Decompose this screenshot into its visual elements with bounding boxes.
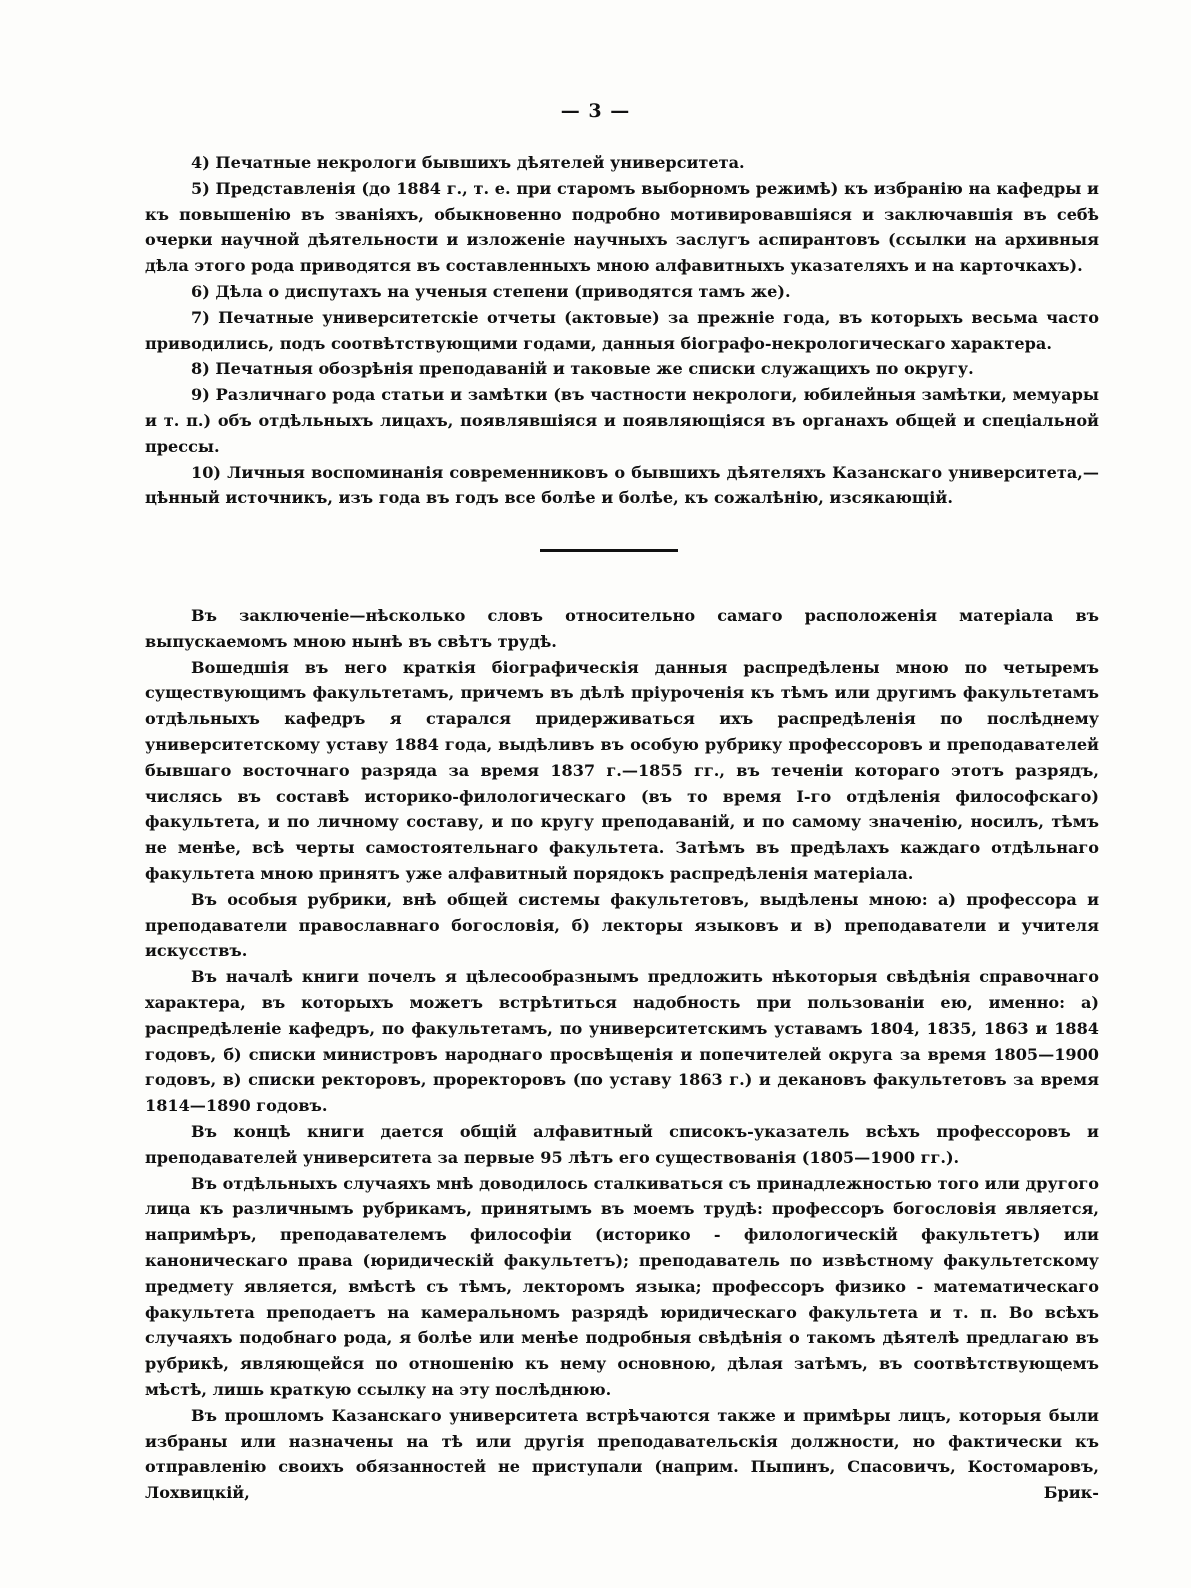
- conclusion-section: [145, 603, 1099, 1506]
- list-item: 7) Печатные университетскіе отчеты (актовые) за прежніе года, въ которыхъ весьма часто приводились, подъ соотвѣтствующими годами, данныя біографо-некрологическаго характера.: [145, 307, 1099, 353]
- list-item: 4) Печатные некрологи бывшихъ дѣятелей университета.: [191, 153, 745, 172]
- page-number: — 3 —: [560, 100, 631, 122]
- paragraph: Въ прошломъ Казанскаго университета встрѣчаются также и примѣры лицъ, которыя были избраны или назначены на тѣ или другія преподавательскія должности, но фактически къ отправленію своихъ обязанностей не приступали (наприм. Пыпинъ, Спасовичъ, Костомаровъ, Лохвицкій, Брик-: [145, 1405, 1099, 1503]
- sources-list: [145, 150, 1099, 511]
- paragraph: Въ заключеніе—нѣсколько словъ относительно самаго расположенія матеріала въ выпускаемомъ мною нынѣ въ свѣтъ трудѣ.: [145, 606, 1099, 651]
- paragraph: Въ отдѣльныхъ случаяхъ мнѣ доводилось сталкиваться съ принадлежностью того или другого лица къ различнымъ рубрикамъ, принятымъ въ моемъ трудѣ: профессоръ богословія является, напримѣръ, преподавателемъ философіи (историко - филологическій факультетъ) или каноническаго права (юридическій факультетъ); преподаватель по извѣстному факультетскому предмету является, вмѣстѣ съ тѣмъ, лекторомъ языка; профессоръ физико - математическаго факультета преподаетъ на камеральномъ разрядѣ юридическаго факультета и т. п. Во всѣхъ случаяхъ подобнаго рода, я болѣе или менѣе подробныя свѣдѣнія о такомъ дѣятелѣ предлагаю въ рубрикѣ, являющейся по отношенію къ нему основною, дѣлая затѣмъ, въ соотвѣтствующемъ мѣстѣ, лишь краткую ссылку на эту послѣднюю.: [145, 1173, 1099, 1399]
- list-item: 10) Личныя воспоминанія современниковъ о бывшихъ дѣятеляхъ Казанскаго университета,—цѣнный источникъ, изъ года въ годъ все болѣе и болѣе, къ сожалѣнію, изсякающій.: [145, 462, 1099, 508]
- section-divider: [540, 549, 678, 552]
- list-item: 5) Представленія (до 1884 г., т. е. при старомъ выборномъ режимѣ) къ избранію на кафедры и къ повышенію въ званіяхъ, обыкновенно подробно мотивировавшіяся и заключавшія въ себѣ очерки научной дѣятельности и изложеніе научныхъ заслугъ аспирантовъ (ссылки на архивныя дѣла этого рода приводятся въ составленныхъ мною алфавитныхъ указателяхъ и на карточкахъ).: [145, 178, 1099, 276]
- list-item: 8) Печатныя обозрѣнія преподаваній и таковые же списки служащихъ по округу.: [191, 359, 974, 379]
- paragraph: Въ началѣ книги почелъ я цѣлесообразнымъ предложить нѣкоторыя свѣдѣнія справочнаго характера, въ которыхъ можетъ встрѣтиться надобность при пользованіи ею, именно: а) распредѣленіе кафедръ, по факультетамъ, по университетскимъ уставамъ 1804, 1835, 1863 и 1884 годовъ, б) списки министровъ народнаго просвѣщенія и попечителей округа за время 1805—1900 годовъ, в) списки ректоровъ, проректоровъ (по уставу 1863 г.) и декановъ факультетовъ за время 1814—1890 годовъ.: [145, 967, 1099, 1116]
- paragraph: Въ особыя рубрики, внѣ общей системы факультетовъ, выдѣлены мною: а) профессора и преподаватели православнаго богословія, б) лекторы языковъ и в) преподаватели и учителя искусствъ.: [145, 889, 1099, 961]
- list-item: 9) Различнаго рода статьи и замѣтки (въ частности некрологи, юбилейныя замѣтки, мемуары и т. п.) объ отдѣльныхъ лицахъ, появлявшіяся и появляющіяся въ органахъ общей и спеціальной прессы.: [145, 385, 1099, 456]
- paragraph: Въ концѣ книги дается общій алфавитный списокъ-указатель всѣхъ профессоровъ и преподавателей университета за первые 95 лѣтъ его существованія (1805—1900 гг.).: [145, 1121, 1099, 1167]
- list-item: 6) Дѣла о диспутахъ на ученыя степени (приводятся тамъ же).: [191, 281, 791, 301]
- paragraph: Вошедшія въ него краткія біографическія данныя распредѣлены мною по четыремъ существующимъ факультетамъ, причемъ въ дѣлѣ пріуроченія къ тѣмъ или другимъ факультетамъ отдѣльныхъ кафедръ я старался придерживаться ихъ распредѣленія по послѣднему университетскому уставу 1884 года, выдѣливъ въ особую рубрику профессоровъ и преподавателей бывшаго восточнаго разряда за время 1837 г.—1855 гг., въ теченіи котораго этотъ разрядъ, числясь въ составѣ историко-филологическаго (въ то время І-го отдѣленія философскаго) факультета, и по личному составу, и по кругу преподаваній, и по самому значенію, носилъ, тѣмъ не менѣе, всѣ черты самостоятельнаго факультета. Затѣмъ въ предѣлахъ каждаго отдѣльнаго факультета мною принятъ уже алфавитный порядокъ распредѣленія матеріала.: [145, 657, 1099, 883]
